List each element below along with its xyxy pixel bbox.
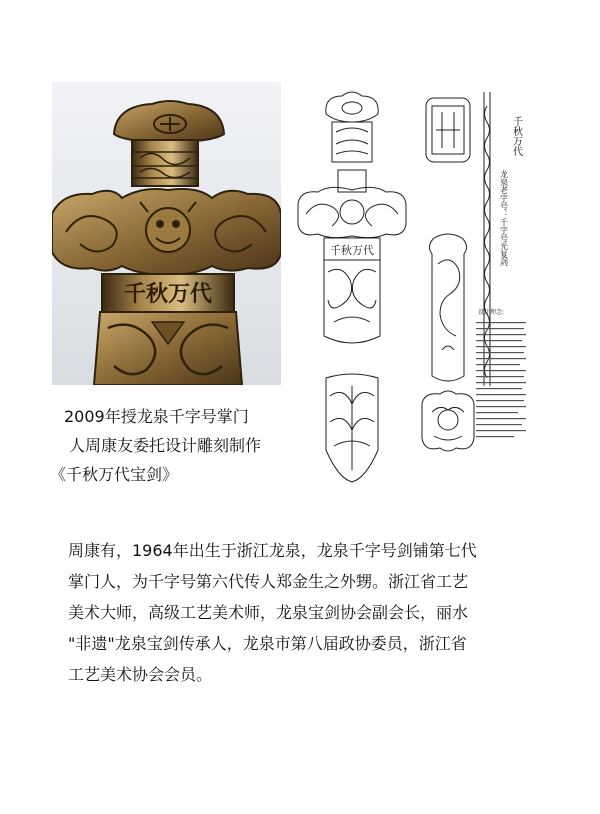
sword-hilt-illustration xyxy=(52,82,281,385)
drawing-notes-heading: 设计理念: xyxy=(478,309,505,316)
bio-line: 工艺美术协会会员。 xyxy=(68,665,213,684)
bio-line: 美术大师，高级工艺美术师，龙泉宝剑协会副会长，丽水 xyxy=(68,603,469,622)
biography-paragraph xyxy=(68,535,548,690)
caption-line: 2009年授龙泉千字号掌门 xyxy=(64,407,249,426)
bio-line: 掌门人，为千字号第六代传人郑金生之外甥。浙江省工艺 xyxy=(68,572,469,591)
bio-line: 周康有，1964年出生于浙江龙泉，龙泉千字号剑铺第七代 xyxy=(68,541,477,560)
drawing-hilt-inscription: 千秋万代 xyxy=(330,244,374,257)
sword-design-drawing xyxy=(294,86,534,486)
caption-line: 人周康友委托设计雕刻制作 xyxy=(69,436,262,455)
hilt-inscription-photo: 千秋万代 xyxy=(123,281,213,307)
photo-caption xyxy=(50,402,290,489)
caption-line: 《千秋万代宝剑》 xyxy=(50,465,179,484)
drawing-vertical-subtitle: 龙泉老字号：千字号光复剑 xyxy=(499,170,509,266)
bio-line: "非遗"龙泉宝剑传承人，龙泉市第八届政协委员，浙江省 xyxy=(68,634,467,653)
design-sketch xyxy=(294,86,534,486)
sword-hilt-photo xyxy=(52,82,281,385)
drawing-vertical-title: 千秋万代 xyxy=(510,116,522,156)
